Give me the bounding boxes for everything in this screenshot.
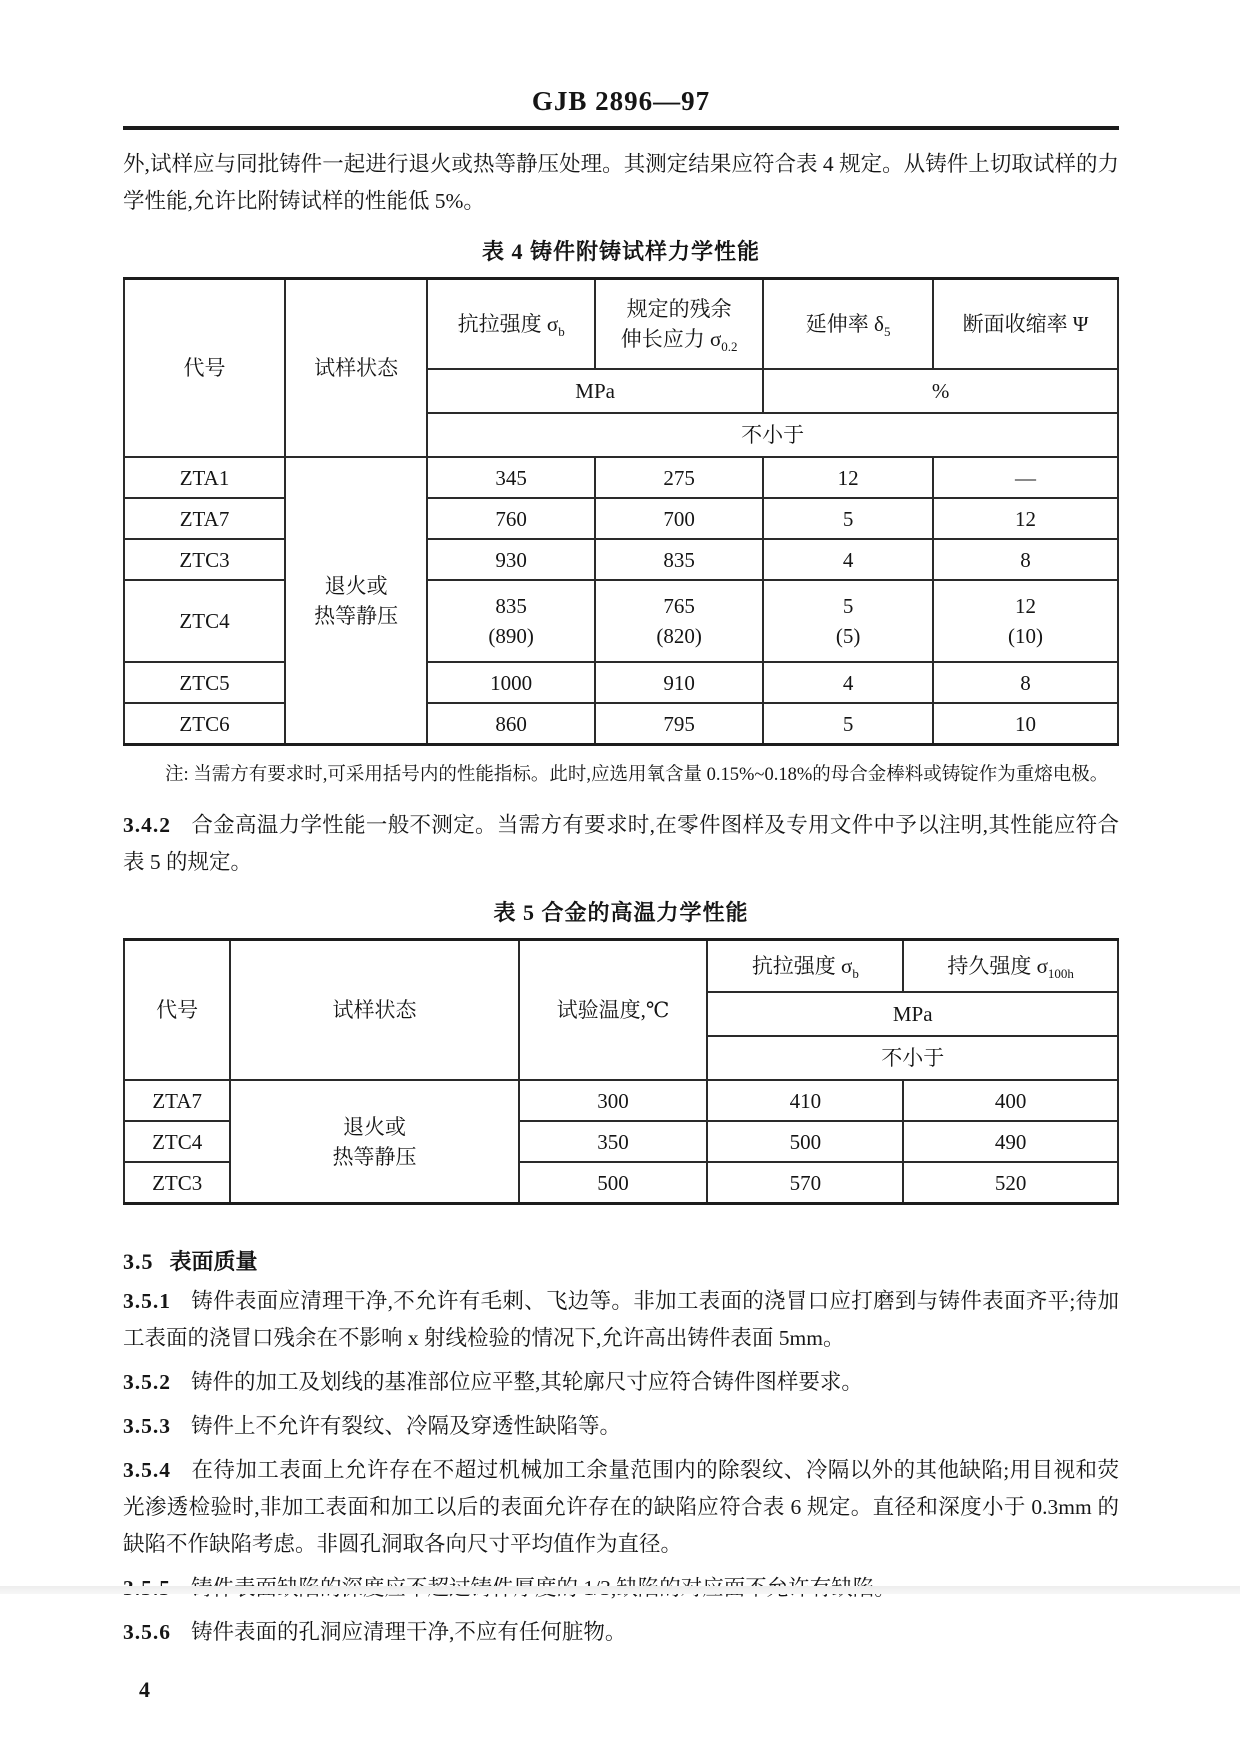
header-text: 伸长应力 σ — [620, 327, 722, 351]
cell-value: 490 — [903, 1121, 1118, 1162]
table-row — [124, 703, 1118, 745]
intro-text: 外,试样应与同批铸件一起进行退火或热等静压处理。其测定结果应符合表 4 规定。从铸件上切取试样的力学性能,允许比附铸试样的性能低 5%。 — [123, 152, 1119, 213]
section-3-5-1 — [123, 1283, 1119, 1357]
section-number: 3.5.3 — [123, 1414, 171, 1438]
header-text: 抗拉强度 σ — [457, 312, 559, 336]
section-3-5-4 — [123, 1452, 1119, 1563]
section-text: 铸件的加工及划线的基准部位应平整,其轮廓尺寸应符合铸件图样要求。 — [191, 1370, 863, 1394]
cell-value: — — [933, 457, 1118, 498]
cell-value: 4 — [763, 539, 933, 580]
table5-title: 表 5 合金的高温力学性能 — [493, 900, 749, 925]
cell-code: ZTA7 — [124, 1080, 230, 1121]
cell-value: 5 — [763, 703, 933, 745]
cell-code: ZTA7 — [124, 498, 285, 539]
header-subscript: b — [558, 324, 565, 340]
table-row — [124, 498, 1118, 539]
section-3-5-6 — [123, 1614, 1119, 1651]
table5-header-state: 试样状态 — [230, 940, 518, 1081]
cell-value-paren: (10) — [1008, 624, 1044, 648]
table4 — [123, 277, 1119, 746]
scan-artifact-band — [0, 1586, 1240, 1594]
cell-value: 500 — [707, 1121, 903, 1162]
cell-value: 275 — [595, 457, 763, 498]
cell-value: 910 — [595, 662, 763, 703]
section-number: 3.4.2 — [123, 813, 171, 837]
table5-header-temp: 试验温度,℃ — [519, 940, 708, 1081]
cell-value-main: 765 — [663, 594, 695, 618]
state-text: 热等静压 — [314, 603, 399, 628]
cell-value: 860 — [427, 703, 595, 745]
cell-state — [230, 1080, 518, 1204]
cell-value: 570 — [707, 1162, 903, 1204]
cell-code: ZTC4 — [124, 580, 285, 662]
table4-header-state: 试样状态 — [285, 279, 427, 458]
header-text: 规定的残余 — [626, 297, 732, 321]
page-content — [123, 86, 1119, 1703]
section-title: 表面质量 — [169, 1249, 258, 1274]
section-number: 3.5.4 — [123, 1458, 171, 1482]
cell-value: 12 — [933, 498, 1118, 539]
table-row — [124, 1080, 1118, 1121]
section-3-5-heading — [123, 1245, 1119, 1276]
table4-header-elongation — [763, 279, 933, 370]
table4-header-code: 代号 — [124, 279, 285, 458]
section-text: 合金高温力学性能一般不测定。当需方有要求时,在零件图样及专用文件中予以注明,其性能应符合表 5 的规定。 — [123, 813, 1119, 874]
section-number: 3.5 — [123, 1249, 154, 1274]
doc-number: GJB 2896—97 — [531, 86, 711, 116]
table-row — [124, 539, 1118, 580]
table5-header-tensile — [707, 940, 903, 993]
section-number: 3.5.6 — [123, 1620, 171, 1644]
table-row — [124, 662, 1118, 703]
table5-header-code: 代号 — [124, 940, 230, 1081]
cell-value-main: 835 — [495, 594, 527, 618]
cell-value — [763, 580, 933, 662]
note-text: 当需方有要求时,可采用括号内的性能指标。此时,应选用氧含量 0.15%~0.18%的母合金棒料或铸锭作为重熔电极。 — [193, 765, 1109, 785]
section-text: 铸件上不允许有裂纹、冷隔及穿透性缺陷等。 — [191, 1414, 622, 1438]
cell-value — [595, 580, 763, 662]
cell-value: 4 — [763, 662, 933, 703]
cell-code: ZTC3 — [124, 539, 285, 580]
unit-percent: % — [763, 369, 1118, 413]
cell-value: 5 — [763, 498, 933, 539]
cell-value: 930 — [427, 539, 595, 580]
cell-code: ZTC4 — [124, 1121, 230, 1162]
header-rule — [123, 126, 1119, 130]
header-text — [600, 324, 758, 354]
section-text: 在待加工表面上允许存在不超过机械加工余量范围内的除裂纹、冷隔以外的其他缺陷;用目视和荧光渗透检验时,非加工表面和加工以后的表面允许存在的缺陷应符合表 6 规定。直径和深度小于 0.3mm 的缺陷不作缺陷考虑。非圆孔洞取各向尺寸平均值作为直径。 — [123, 1458, 1119, 1556]
cell-code: ZTC3 — [124, 1162, 230, 1204]
cell-value: 835 — [595, 539, 763, 580]
cell-value: 10 — [933, 703, 1118, 745]
cell-value: 300 — [519, 1080, 708, 1121]
page-number: 4 — [139, 1677, 150, 1702]
cell-value: 12 — [763, 457, 933, 498]
cell-value — [427, 580, 595, 662]
header-subscript: 0.2 — [721, 339, 738, 355]
cell-value: 350 — [519, 1121, 708, 1162]
state-text: 热等静压 — [332, 1144, 417, 1169]
table-row — [124, 580, 1118, 662]
table4-header-yield — [595, 279, 763, 370]
cell-value: 8 — [933, 662, 1118, 703]
table5-header-row — [124, 940, 1118, 993]
cell-code: ZTA1 — [124, 457, 285, 498]
cell-value — [933, 580, 1118, 662]
cell-code: ZTC6 — [124, 703, 285, 745]
threshold-label: 不小于 — [427, 413, 1118, 457]
threshold-label: 不小于 — [707, 1036, 1118, 1080]
cell-value: 345 — [427, 457, 595, 498]
section-3-5-3 — [123, 1408, 1119, 1445]
header-text: 抗拉强度 σ — [751, 954, 853, 978]
state-text: 退火或 — [324, 573, 388, 598]
section-3-4-2 — [123, 807, 1119, 881]
header-subscript: 100h — [1047, 966, 1074, 982]
cell-value: 1000 — [427, 662, 595, 703]
cell-value-main: 5 — [842, 594, 854, 618]
section-number: 3.5.2 — [123, 1370, 171, 1394]
cell-value-paren: (820) — [656, 624, 702, 648]
section-3-5-2 — [123, 1364, 1119, 1401]
intro-paragraph — [123, 146, 1119, 220]
table4-header-reduction: 断面收缩率 Ψ — [933, 279, 1118, 370]
cell-state — [285, 457, 427, 745]
table4-header-row — [124, 279, 1118, 370]
table-row — [124, 457, 1118, 498]
table5-header-endurance — [903, 940, 1118, 993]
table4-header-tensile — [427, 279, 595, 370]
cell-value: 520 — [903, 1162, 1118, 1204]
unit-mpa: MPa — [427, 369, 763, 413]
cell-value: 8 — [933, 539, 1118, 580]
header-subscript: 5 — [883, 324, 891, 340]
header-text: 持久强度 σ — [947, 954, 1048, 978]
table5 — [123, 938, 1119, 1205]
cell-value: 760 — [427, 498, 595, 539]
note-label: 注: — [165, 765, 189, 785]
cell-code: ZTC5 — [124, 662, 285, 703]
table4-note — [123, 759, 1119, 792]
cell-value: 400 — [903, 1080, 1118, 1121]
cell-value: 700 — [595, 498, 763, 539]
cell-value: 410 — [707, 1080, 903, 1121]
header-text: 延伸率 δ — [805, 312, 884, 336]
section-text: 铸件表面的孔洞应清理干净,不应有任何脏物。 — [191, 1620, 627, 1644]
section-number: 3.5.1 — [123, 1289, 171, 1313]
cell-value: 500 — [519, 1162, 708, 1204]
cell-value: 795 — [595, 703, 763, 745]
cell-value-paren: (890) — [488, 624, 534, 648]
state-text: 退火或 — [342, 1114, 406, 1139]
table4-title: 表 4 铸件附铸试样力学性能 — [481, 239, 760, 264]
unit-mpa: MPa — [707, 992, 1118, 1036]
cell-value-main: 12 — [1015, 594, 1037, 618]
header-subscript: b — [852, 966, 859, 982]
cell-value-paren: (5) — [835, 624, 861, 648]
section-text: 铸件表面应清理干净,不允许有毛刺、飞边等。非加工表面的浇冒口应打磨到与铸件表面齐平;待加工表面的浇冒口残余在不影响 x 射线检验的情况下,允许高出铸件表面 5mm。 — [123, 1289, 1119, 1350]
